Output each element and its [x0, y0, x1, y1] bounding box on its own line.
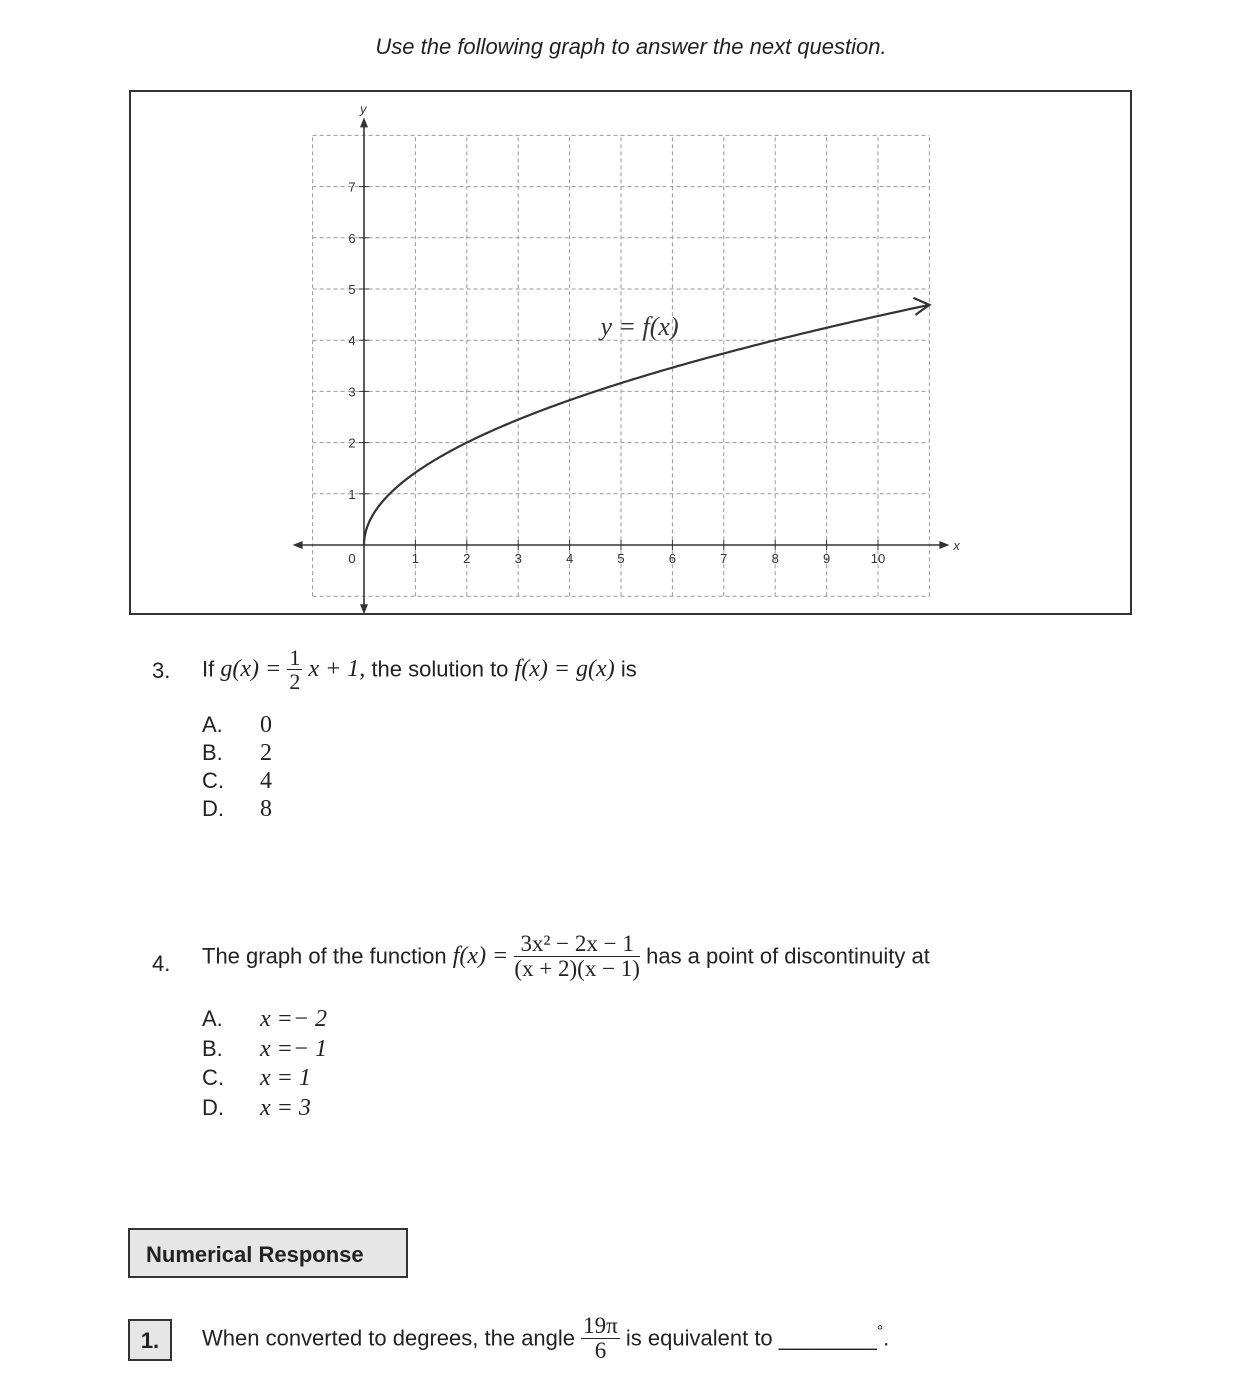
grid	[313, 135, 930, 596]
x-tick-label: 8	[771, 551, 779, 566]
option-letter: B.	[202, 1035, 223, 1061]
nr-fraction-denominator: 6	[594, 1338, 607, 1364]
x-tick-label: 4	[565, 551, 574, 566]
x-tick-label: 2	[463, 551, 471, 566]
q4-prefix: The graph of the function	[202, 943, 447, 969]
degree-symbol: °	[876, 1323, 884, 1341]
x-tick-label: 1	[411, 551, 420, 566]
option-a[interactable]	[202, 712, 272, 740]
x-tick-label: 9	[822, 551, 831, 566]
x-tick-label: 10	[870, 551, 886, 566]
option-c[interactable]	[202, 1065, 327, 1095]
option-value: x = 1	[260, 1065, 311, 1091]
y-tick-label: 7	[348, 179, 356, 195]
numerical-response-stem	[202, 1314, 889, 1363]
x-tick-label: 6	[668, 551, 677, 566]
option-letter: D.	[202, 1094, 224, 1120]
option-letter: B.	[202, 740, 223, 765]
q4-f-lhs: f(x) =	[452, 943, 509, 970]
option-value: x =− 1	[260, 1035, 328, 1062]
y-tick-label: 4	[348, 333, 356, 349]
y-tick-label: 6	[348, 230, 356, 246]
y-axis-label: y	[360, 101, 367, 117]
option-value: 0	[260, 712, 272, 738]
y-tick-label: 1	[348, 486, 356, 502]
option-value: 4	[260, 768, 272, 794]
intro-text: Use the following graph to answer the next question.	[375, 34, 887, 59]
option-letter: A.	[202, 1006, 223, 1031]
x-axis-label: x	[953, 538, 960, 553]
question-4-stem	[202, 932, 930, 981]
y-tick-label: 2	[348, 435, 356, 451]
option-value: x = 3	[260, 1094, 311, 1121]
option-d[interactable]	[202, 796, 272, 824]
option-value: 2	[260, 740, 272, 766]
question-3-stem	[202, 646, 637, 693]
option-letter: D.	[202, 796, 224, 821]
y-tick-label: 5	[348, 282, 356, 297]
question-3-number: 3.	[152, 658, 171, 683]
x-tick-label: 0	[348, 551, 356, 566]
nr-fraction-numerator: 19π	[583, 1313, 618, 1338]
x-tick-label: 3	[514, 551, 522, 566]
option-letter: A.	[202, 712, 223, 737]
nr-prefix: When converted to degrees, the angle	[202, 1325, 576, 1351]
question-4-number: 4.	[152, 951, 171, 976]
question-3-options	[202, 712, 272, 824]
function-label: y = f(x)	[600, 312, 679, 342]
option-b[interactable]	[202, 740, 272, 768]
option-d[interactable]	[202, 1095, 327, 1125]
x-axis-arrow-left	[293, 541, 303, 549]
q4-fraction-denominator: (x + 2)(x − 1)	[514, 956, 640, 982]
x-axis-arrow-right	[939, 541, 949, 549]
q4-fraction	[514, 932, 640, 981]
x-tick-label: 7	[720, 551, 728, 566]
option-letter: C.	[202, 1065, 224, 1090]
nr-period: .	[883, 1325, 890, 1351]
q3-fraction	[287, 646, 302, 693]
y-axis-arrow-down	[360, 604, 368, 614]
option-value: x =− 2	[260, 1006, 328, 1032]
q3-fraction-denominator: 2	[289, 669, 301, 695]
option-letter: C.	[202, 768, 224, 793]
numerical-response-heading: Numerical Response	[128, 1228, 408, 1278]
nr-fraction	[581, 1314, 620, 1363]
q3-middle: the solution to	[371, 656, 509, 682]
function-graph	[0, 0, 1234, 640]
q3-fraction-numerator: 1	[289, 645, 301, 670]
q4-suffix: has a point of discontinuity at	[646, 943, 930, 969]
option-value: 8	[260, 796, 272, 822]
x-tick-label: 5	[617, 551, 625, 566]
question-4-options	[202, 1006, 327, 1124]
nr-suffix: is equivalent to	[625, 1325, 773, 1351]
y-tick-label: 3	[348, 384, 356, 400]
y-axis-arrow-up	[360, 117, 368, 127]
option-b[interactable]	[202, 1036, 327, 1066]
q3-g-lhs: g(x) =	[220, 656, 282, 683]
answer-blank[interactable]: ________	[778, 1325, 877, 1351]
option-a[interactable]	[202, 1006, 327, 1036]
numerical-response-number: 1.	[128, 1319, 172, 1361]
q4-fraction-numerator: 3x² − 2x − 1	[514, 932, 640, 957]
q3-equation: f(x) = g(x)	[514, 656, 615, 683]
q3-suffix: is	[620, 656, 637, 682]
q3-g-rhs: x + 1,	[308, 656, 366, 683]
q3-prefix: If	[202, 656, 215, 682]
option-c[interactable]	[202, 768, 272, 796]
